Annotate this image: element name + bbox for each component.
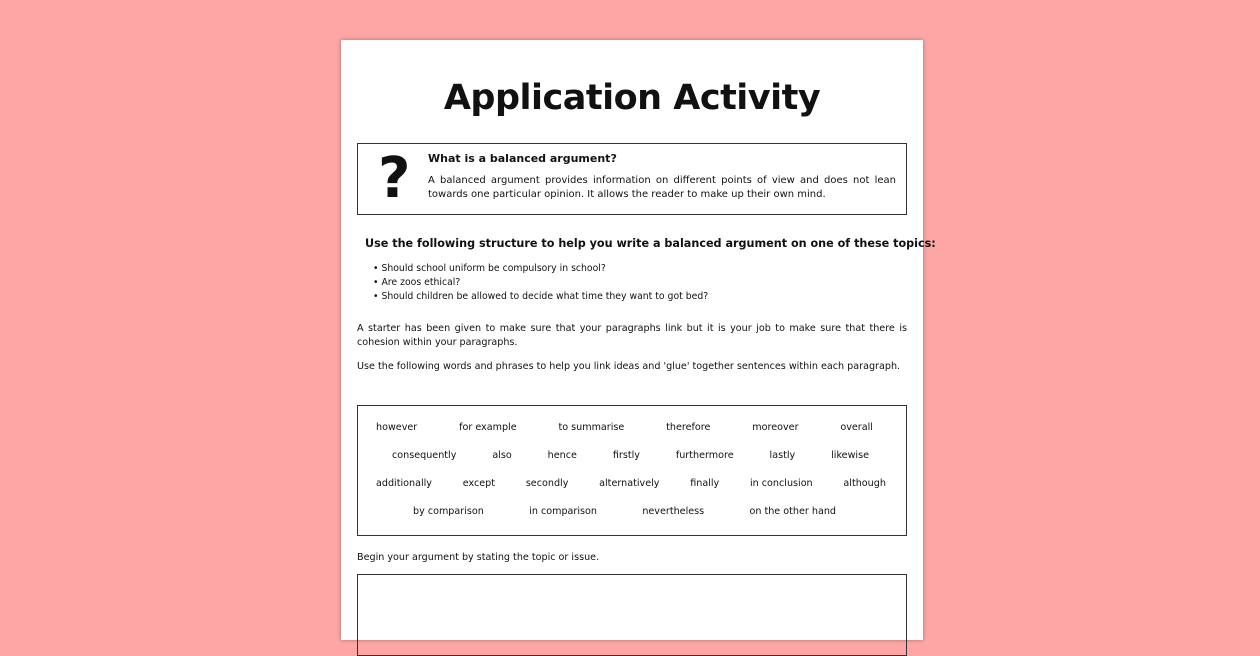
word: lastly bbox=[769, 450, 796, 461]
word-row bbox=[376, 478, 886, 489]
word: likewise bbox=[831, 450, 869, 461]
starter-paragraph: A starter has been given to make sure that your paragraphs link but it is your job to make sure that there is cohesion within your paragraphs. bbox=[357, 323, 907, 348]
word-bank bbox=[357, 405, 907, 536]
word-row bbox=[413, 506, 836, 517]
answer-box[interactable] bbox=[357, 574, 907, 656]
word: firstly bbox=[612, 450, 640, 461]
word: to summarise bbox=[558, 422, 625, 433]
info-box bbox=[357, 143, 907, 215]
word: therefore bbox=[666, 422, 711, 433]
word: also bbox=[492, 450, 512, 461]
topic-item: • Should school uniform be compulsory in school? bbox=[373, 263, 606, 274]
answer-prompt: Begin your argument by stating the topic or issue. bbox=[357, 552, 600, 563]
word: for example bbox=[459, 422, 517, 433]
word: furthermore bbox=[675, 450, 734, 461]
word: nevertheless bbox=[642, 506, 705, 517]
info-text: A balanced argument provides information on different points of view and does not lean towards one particular opinion. It allows the reader to make up their own mind. bbox=[428, 175, 896, 200]
question-mark-icon: ? bbox=[378, 146, 411, 211]
word: on the other hand bbox=[749, 506, 836, 517]
word: hence bbox=[547, 450, 577, 461]
word: in conclusion bbox=[749, 478, 813, 489]
word: in comparison bbox=[529, 506, 597, 517]
word: additionally bbox=[376, 478, 432, 489]
word: moreover bbox=[752, 422, 799, 433]
word: although bbox=[843, 478, 886, 489]
word-row bbox=[376, 422, 873, 433]
worksheet-page bbox=[341, 40, 936, 640]
word: except bbox=[462, 478, 496, 489]
word: finally bbox=[690, 478, 720, 489]
topic-list bbox=[373, 262, 708, 304]
word: by comparison bbox=[413, 506, 484, 517]
word: alternatively bbox=[599, 478, 660, 489]
topic-item: • Are zoos ethical? bbox=[373, 277, 461, 288]
word: secondly bbox=[525, 478, 569, 489]
topic-item: • Should children be allowed to decide what time they want to got bed? bbox=[373, 291, 709, 302]
info-heading: What is a balanced argument? bbox=[428, 152, 617, 165]
word: overall bbox=[840, 422, 873, 433]
word: consequently bbox=[392, 450, 457, 461]
page-title: Application Activity bbox=[443, 78, 821, 118]
word-row bbox=[392, 450, 869, 461]
instructions-heading: Use the following structure to help you write a balanced argument on one of these topics: bbox=[365, 237, 936, 250]
linking-paragraph: Use the following words and phrases to help you link ideas and 'glue' together sentences within each paragraph. bbox=[357, 361, 901, 372]
word: however bbox=[376, 422, 418, 433]
